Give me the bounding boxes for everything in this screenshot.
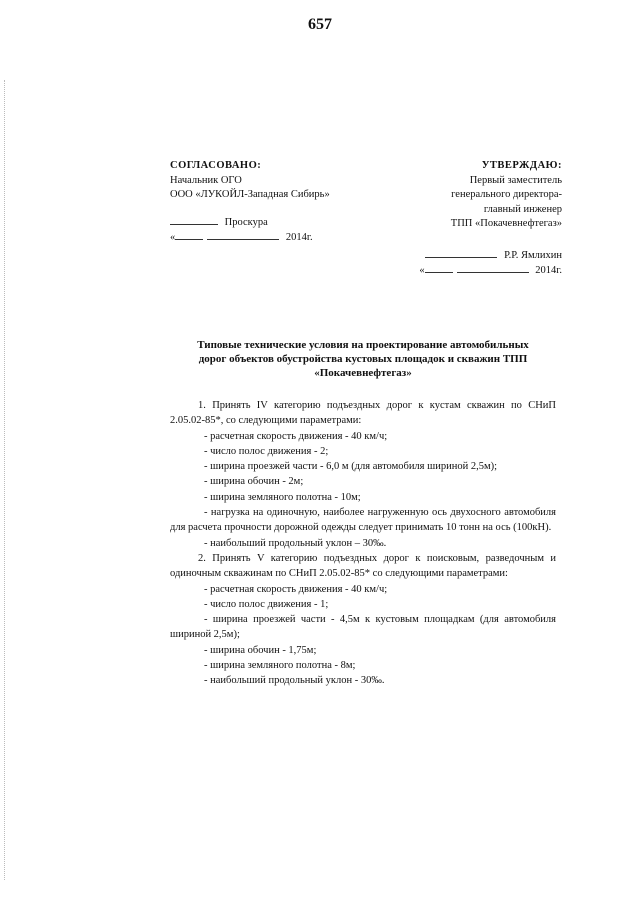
approval-right-line2: генерального директора- (451, 189, 562, 200)
approval-left-sign-name: Проскура (224, 216, 268, 228)
approval-left-date-year: 2014г. (285, 232, 313, 243)
date-month-blank (207, 230, 279, 240)
approval-right-signature-row (372, 248, 562, 264)
approval-left-line1: Начальник ОГО (170, 174, 242, 186)
approval-block-left (170, 159, 370, 246)
approval-left-date-row: « 2014г. (170, 232, 313, 243)
date-day-blank (175, 230, 203, 240)
approval-left-line2: ООО «ЛУКОЙЛ-Западная Сибирь» (170, 189, 330, 200)
approval-right-date-year: 2014г. (535, 265, 562, 276)
section1-item: - число полос движения - 2; (204, 445, 329, 457)
section2-item: - наибольший продольный уклон - 30‰. (204, 675, 385, 687)
approval-right-line3: главный инженер (483, 203, 562, 215)
section1-intro: 1. Принять IV категорию подъездных дорог к кустам скважин по СНиП 2.05.02-85*, со следующими параметрами: (170, 400, 556, 427)
document-title-line3: «Покачевнефтегаз» (314, 367, 412, 379)
date-day-blank (425, 263, 453, 273)
document-title (170, 338, 556, 380)
approval-left-signature-row (170, 215, 370, 231)
section2-item: - ширина проезжей части - 4,5м к кустовым площадкам (для автомобиля шириной 2,5м); (170, 614, 556, 641)
section1-item: - ширина проезжей части - 6,0 м (для автомобиля шириной 2,5м); (204, 461, 498, 473)
section1-item: - ширина земляного полотна - 10м; (204, 491, 361, 503)
document-body (170, 398, 556, 689)
date-month-blank (457, 263, 529, 273)
section2-item: - ширина обочин - 1,75м; (204, 644, 317, 656)
section2-item: - число полос движения - 1; (204, 598, 329, 610)
approval-right-line4: ТПП «Покачевнефтегаз» (450, 218, 562, 229)
section2-item: - расчетная скорость движения - 40 км/ч; (204, 583, 388, 595)
section2-item: - ширина земляного полотна - 8м; (204, 660, 356, 672)
document-title-line2: дорог объектов обустройства кустовых площадок и скважин ТПП (198, 353, 528, 365)
page-number: 657 (308, 16, 332, 33)
section1-item: - расчетная скорость движения - 40 км/ч; (204, 430, 388, 442)
approval-right-sign-name: Р.Р. Ямлихин (504, 249, 562, 261)
signature-line (425, 248, 497, 258)
section2-intro: 2. Принять V категорию подъездных дорог к поисковым, разведочным и одиночным скважинам по СНиП 2.05.02-85* со следующими параметрами: (170, 552, 556, 580)
approval-block-right (372, 159, 562, 279)
scan-margin-line (4, 80, 6, 880)
section1-item: - нагрузка на одиночную, наиболее нагруженную ось двухосного автомобиля для расчета прочности дорожной одежды следует принимать 10 тонн на ось (100кН). (170, 507, 556, 534)
document-title-line1: Типовые технические условия на проектирование автомобильных (197, 339, 529, 351)
approval-right-title: УТВЕРЖДАЮ: (481, 160, 562, 171)
section1-item: - наибольший продольный уклон – 30‰. (204, 537, 387, 549)
signature-line (170, 215, 218, 225)
approval-right-date-row: « 2014г. (419, 265, 562, 276)
section1-item: - ширина обочин - 2м; (204, 476, 304, 488)
approval-right-line1: Первый заместитель (469, 174, 562, 186)
approval-left-title: СОГЛАСОВАНО: (170, 160, 262, 171)
